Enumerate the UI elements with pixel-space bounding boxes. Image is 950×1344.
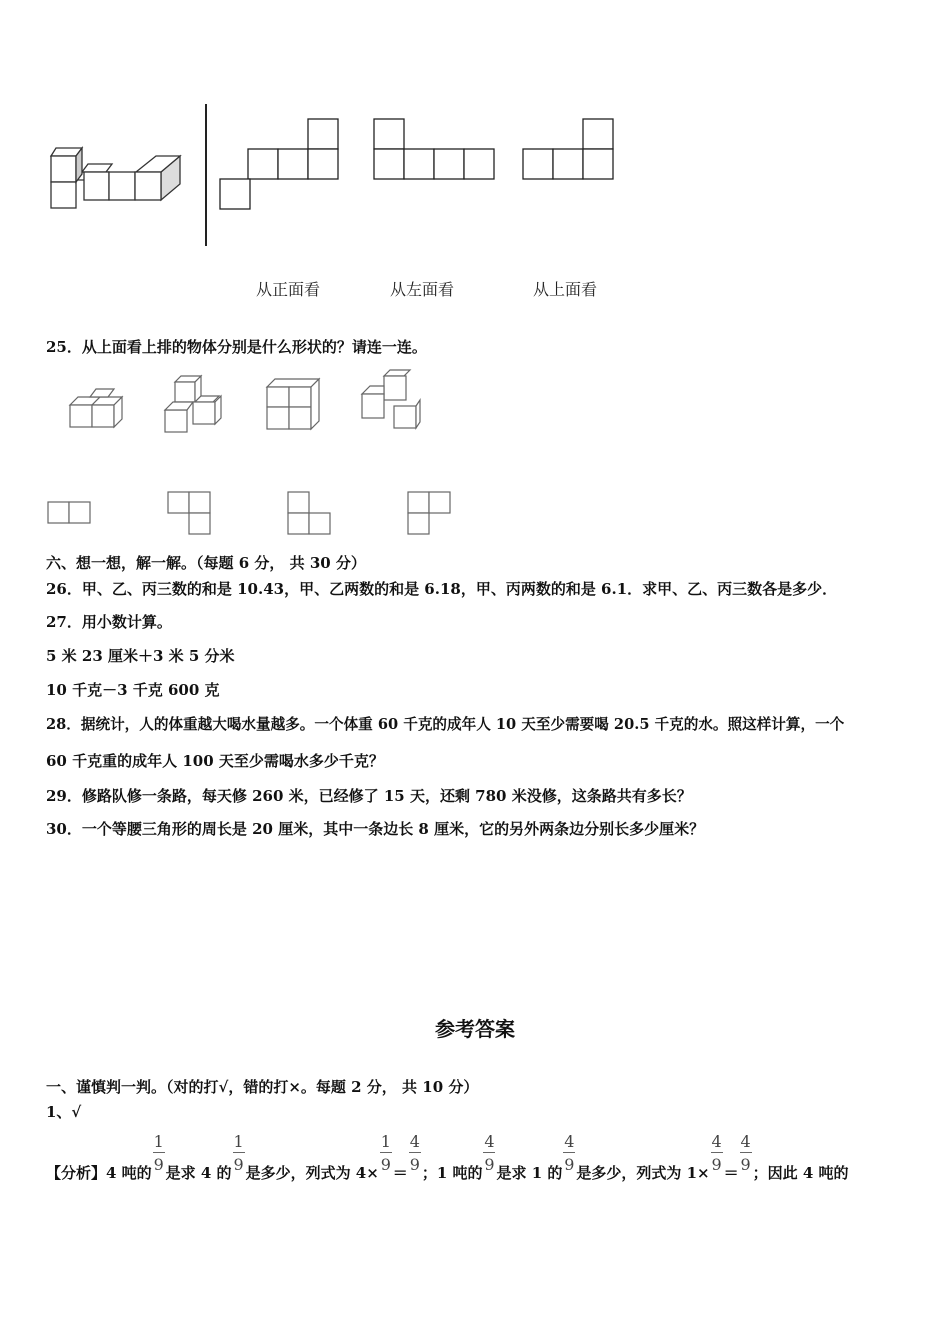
- fraction-7-num: 4: [711, 1132, 722, 1151]
- q25-object-2: [161, 372, 227, 436]
- fraction-4-num: 4: [409, 1132, 420, 1151]
- question-28-line-2: 60 千克重的成年人 100 天至少需喝水多少千克？: [46, 752, 384, 770]
- analysis-text-9: ；因此 4 吨的: [752, 1164, 849, 1182]
- question-26: 26．甲、乙、丙三数的和是 10.43，甲、乙两数的和是 6.18，甲、丙两数的和是 6.1．求甲、乙、丙三数各是多少．: [46, 580, 838, 598]
- q25-shape-3: [286, 490, 332, 536]
- analysis-text-6: 是求 1 的: [496, 1164, 563, 1182]
- fraction-6: [563, 1132, 575, 1178]
- q25-object-3: [263, 375, 323, 433]
- analysis-text-1: 【分析】4 吨的: [46, 1164, 152, 1182]
- fraction-3-den: 9: [380, 1155, 391, 1174]
- fraction-6-num: 4: [564, 1132, 575, 1151]
- fraction-4: [409, 1132, 421, 1178]
- question-27-item-2: 10 千克－3 千克 600 克: [46, 681, 220, 699]
- answers-title: 参考答案: [435, 1017, 515, 1041]
- fraction-1: [153, 1132, 165, 1178]
- q25-object-4: [358, 366, 424, 432]
- divider-line: [205, 104, 207, 246]
- fraction-7: [711, 1132, 723, 1178]
- question-25: 25．从上面看上排的物体分别是什么形状的？请连一连。: [46, 338, 427, 356]
- fraction-4-den: 9: [409, 1155, 420, 1174]
- answers-section-1-heading: 一、谨慎判一判。（对的打√，错的打×。每题 2 分， 共 10 分）: [46, 1078, 479, 1096]
- front-view-figure: [218, 117, 342, 211]
- top-view-figure: [521, 117, 615, 181]
- fraction-1-den: 9: [153, 1155, 164, 1174]
- fraction-2-den: 9: [233, 1155, 244, 1174]
- left-view-figure: [372, 117, 496, 181]
- front-view-label: 从正面看: [256, 280, 321, 299]
- fraction-5: [483, 1132, 495, 1178]
- fraction-2: [233, 1132, 245, 1178]
- fraction-2-num: 1: [233, 1132, 244, 1151]
- fraction-5-num: 4: [484, 1132, 495, 1151]
- cube-arrangement-3d: [46, 140, 186, 215]
- q25-shape-2: [166, 490, 212, 536]
- fraction-3-num: 1: [380, 1132, 391, 1151]
- analysis-text-8: ＝: [723, 1164, 739, 1182]
- left-view-label: 从左面看: [390, 280, 455, 299]
- analysis-line: [46, 1132, 849, 1183]
- fraction-8: [740, 1132, 752, 1178]
- question-28-line-1: 28．据统计，人的体重越大喝水量越多。一个体重 60 千克的成年人 10 天至少需要喝 20.5 千克的水。照这样计算，一个: [46, 716, 845, 733]
- q25-shape-4: [406, 490, 452, 536]
- analysis-text-3: 是多少，列式为 4×: [245, 1164, 379, 1182]
- analysis-text-7: 是多少，列式为 1×: [576, 1164, 710, 1182]
- fraction-8-den: 9: [740, 1155, 751, 1174]
- question-27-item-1: 5 米 23 厘米＋3 米 5 分米: [46, 647, 235, 665]
- top-view-label: 从上面看: [533, 280, 598, 299]
- question-27: 27．用小数计算。: [46, 613, 172, 631]
- fraction-8-num: 4: [740, 1132, 751, 1151]
- answer-1: 1、√: [46, 1103, 82, 1121]
- section-6-heading: 六、想一想，解一解。（每题 6 分， 共 30 分）: [46, 554, 366, 572]
- fraction-6-den: 9: [564, 1155, 575, 1174]
- analysis-text-2: 是求 4 的: [165, 1164, 232, 1182]
- q25-object-1: [66, 385, 126, 433]
- fraction-1-num: 1: [153, 1132, 164, 1151]
- question-29: 29．修路队修一条路，每天修 260 米，已经修了 15 天，还剩 780 米没修，这条路共有多长？: [46, 787, 692, 805]
- question-30: 30．一个等腰三角形的周长是 20 厘米，其中一条边长 8 厘米，它的另外两条边分别长多少厘米？: [46, 820, 705, 838]
- analysis-text-5: ；1 吨的: [421, 1164, 483, 1182]
- q25-shape-1: [46, 500, 92, 526]
- fraction-5-den: 9: [484, 1155, 495, 1174]
- fraction-3: [380, 1132, 392, 1178]
- fraction-7-den: 9: [711, 1155, 722, 1174]
- analysis-text-4: ＝: [392, 1164, 408, 1182]
